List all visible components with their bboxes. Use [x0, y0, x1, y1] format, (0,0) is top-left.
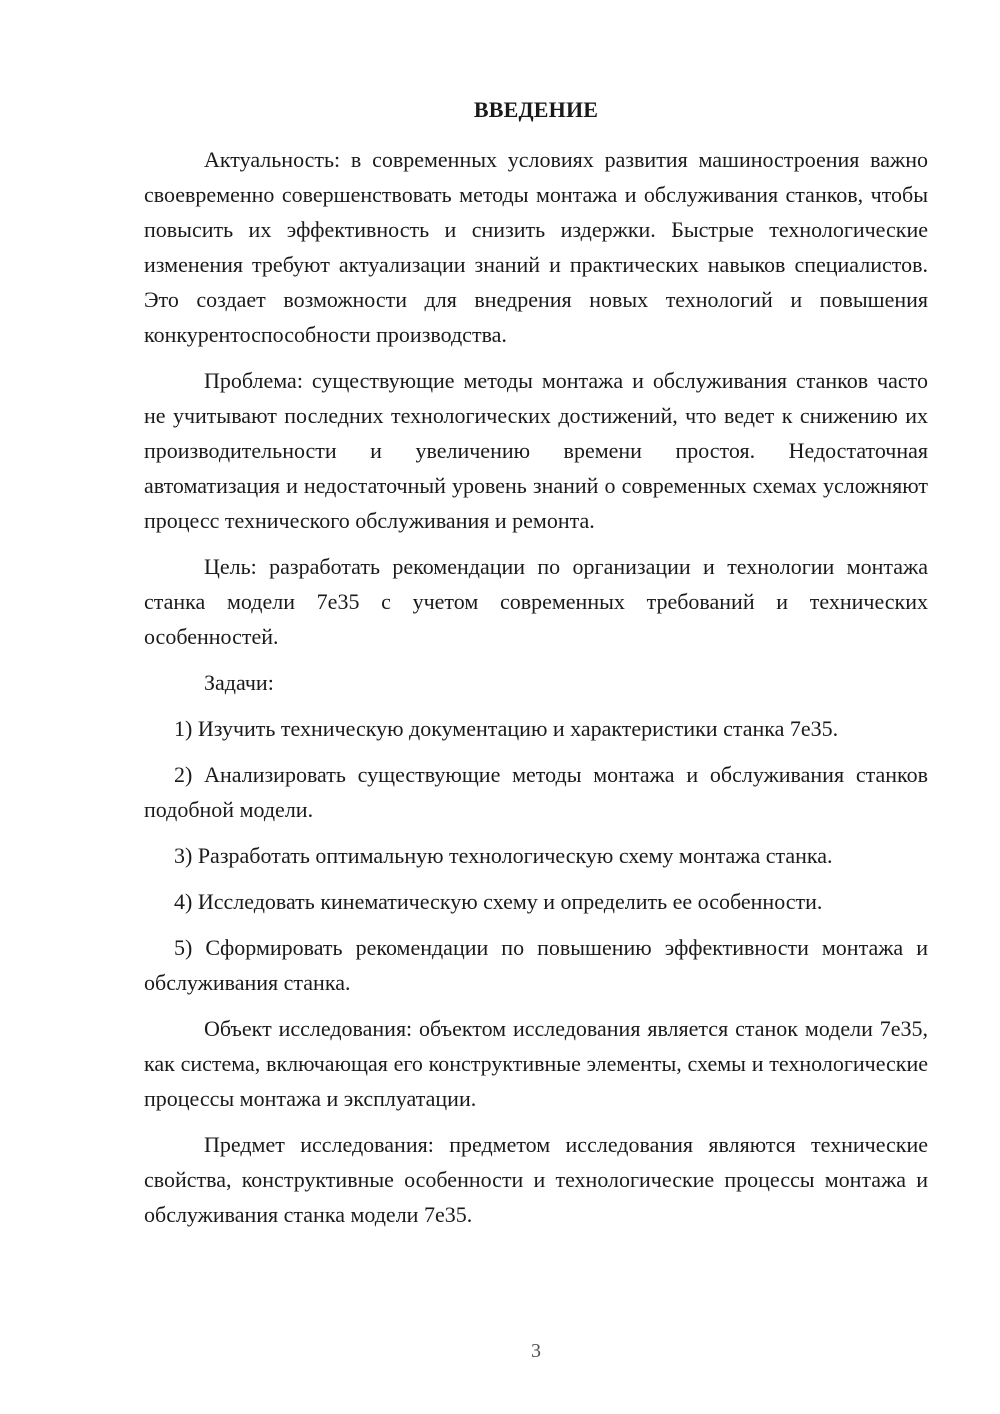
paragraph-tasks-heading: Задачи: — [204, 670, 274, 695]
task-item-5: 5) Сформировать рекомендации по повышению эффективности монтажа и обслуживания станка. — [144, 935, 928, 995]
task-item-1: 1) Изучить техническую документацию и характеристики станка 7е35. — [174, 716, 839, 741]
paragraph-problem: Проблема: существующие методы монтажа и обслуживания станков часто не учитывают последних технологических достижений, что ведет к снижению их производительности и увеличению времени простоя. Недостаточная автоматизация и недостаточный уровень знаний о современных схемах усложняют процесс технического обслуживания и ремонта. — [144, 368, 928, 533]
task-item-2: 2) Анализировать существующие методы монтажа и обслуживания станков подобной модели. — [144, 762, 928, 822]
paragraph-goal: Цель: разработать рекомендации по организации и технологии монтажа станка модели 7е35 с учетом современных требований и технических особенностей. — [144, 554, 928, 649]
paragraph-research-subject: Предмет исследования: предметом исследования являются технические свойства, конструктивные особенности и технологические процессы монтажа и обслуживания станка модели 7е35. — [144, 1132, 928, 1227]
task-item-3: 3) Разработать оптимальную технологическую схему монтажа станка. — [174, 843, 833, 868]
page-number: 3 — [531, 1340, 541, 1362]
page-title: ВВЕДЕНИЕ — [473, 97, 599, 122]
paragraph-relevance: Актуальность: в современных условиях развития машиностроения важно своевременно совершенствовать методы монтажа и обслуживания станков, чтобы повысить их эффективность и снизить издержки. Быстрые технологические изменения требуют актуализации знаний и практических навыков специалистов. Это создает возможности для внедрения новых технологий и повышения конкурентоспособности производства. — [144, 147, 928, 347]
task-item-4: 4) Исследовать кинематическую схему и определить ее особенности. — [174, 889, 823, 914]
paragraph-research-object: Объект исследования: объектом исследования является станок модели 7е35, как система, включающая его конструктивные элементы, схемы и технологические процессы монтажа и эксплуатации. — [144, 1016, 928, 1111]
document-body — [144, 142, 928, 1243]
